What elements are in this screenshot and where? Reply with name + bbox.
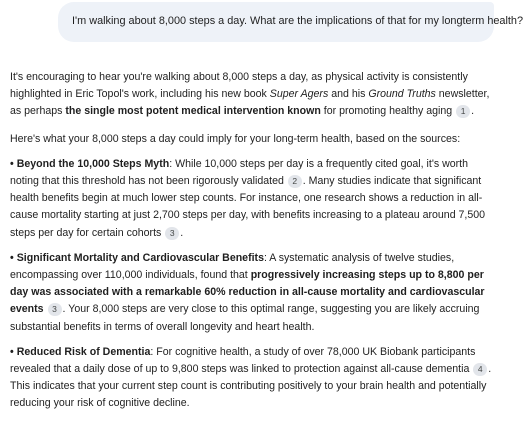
intro-text-5: .	[471, 105, 475, 118]
bullet-bold-text: progressively increasing steps up to 8,800 per day was associated with a remarkable 60% reduction in all-cause mortality and cardiovascular events	[10, 269, 485, 316]
bullet-steps-myth	[10, 156, 494, 242]
bullet-text	[44, 303, 47, 315]
user-message-bubble	[58, 2, 523, 42]
response-lead: Here's what your 8,000 steps a day could imply for your long-term health, based on the sources:	[10, 132, 461, 145]
bullet-dementia	[10, 344, 494, 413]
intro-text-2: and his	[328, 88, 369, 101]
bullet-title: Significant Mortality and Cardiovascular Benefits	[16, 251, 264, 264]
intro-bold-text: the single most potent medical intervention known	[65, 105, 321, 118]
citation-chip[interactable]: 3	[48, 303, 62, 316]
response-intro	[10, 69, 494, 121]
book-title: Super Agers	[269, 88, 329, 101]
bullet-text: . This indicates that your current step count is contributing positively to your brain health and potentially reducing your risk of cognitive decline.	[10, 363, 492, 410]
bullet-title: Beyond the 10,000 Steps Myth	[16, 157, 170, 170]
bullet-text: .	[180, 226, 184, 239]
bullet-text: . Many studies indicate that significant health benefits begin at much lower step counts. For instance, one research shows a reduction in all-cause mortality starting at just 2,700 steps per day, with benefits increasing to a plateau around 7,500 steps per day for certain cohorts	[10, 175, 486, 239]
citation-chip[interactable]: 2	[288, 175, 302, 188]
bullet-text: : For cognitive health, a study of over 78,000 UK Biobank participants revealed that a daily dose of up to 9,800 steps was linked to protection against all-cause dementia	[10, 345, 476, 376]
bullet-text: . Your 8,000 steps are very close to this optimal range, suggesting you are likely accruing substantial benefits in terms of overall longevity and heart health.	[10, 303, 480, 333]
newsletter-title: Ground Truths	[368, 88, 436, 101]
citation-chip[interactable]: 4	[473, 363, 487, 376]
citation-chip[interactable]: 1	[456, 105, 470, 118]
citation-chip[interactable]: 3	[165, 227, 179, 240]
bullet-text: : While 10,000 steps per day is a frequently cited goal, it's worth noting that this threshold has not been rigorously validated	[10, 157, 469, 188]
bullet-symbol: •	[10, 157, 14, 170]
intro-text-3: newsletter, as perhaps	[10, 88, 490, 118]
user-message-text: I'm walking about 8,000 steps a day. What are the implications of that for my longterm health?	[72, 15, 523, 27]
intro-text-1: It's encouraging to hear you're walking about 8,000 steps a day, as physical activity is consistently highlighted in Eric Topol's work, including his new book	[10, 71, 468, 101]
assistant-response	[10, 69, 494, 421]
intro-text-4: for promoting healthy aging	[320, 105, 456, 118]
bullet-title: Reduced Risk of Dementia	[16, 345, 151, 358]
bullet-symbol: •	[10, 251, 14, 264]
bullet-text: : A systematic analysis of twelve studies, encompassing over 110,000 individuals, found that	[10, 251, 455, 282]
bullet-mortality-cardio	[10, 250, 494, 336]
bullet-symbol: •	[10, 345, 14, 358]
